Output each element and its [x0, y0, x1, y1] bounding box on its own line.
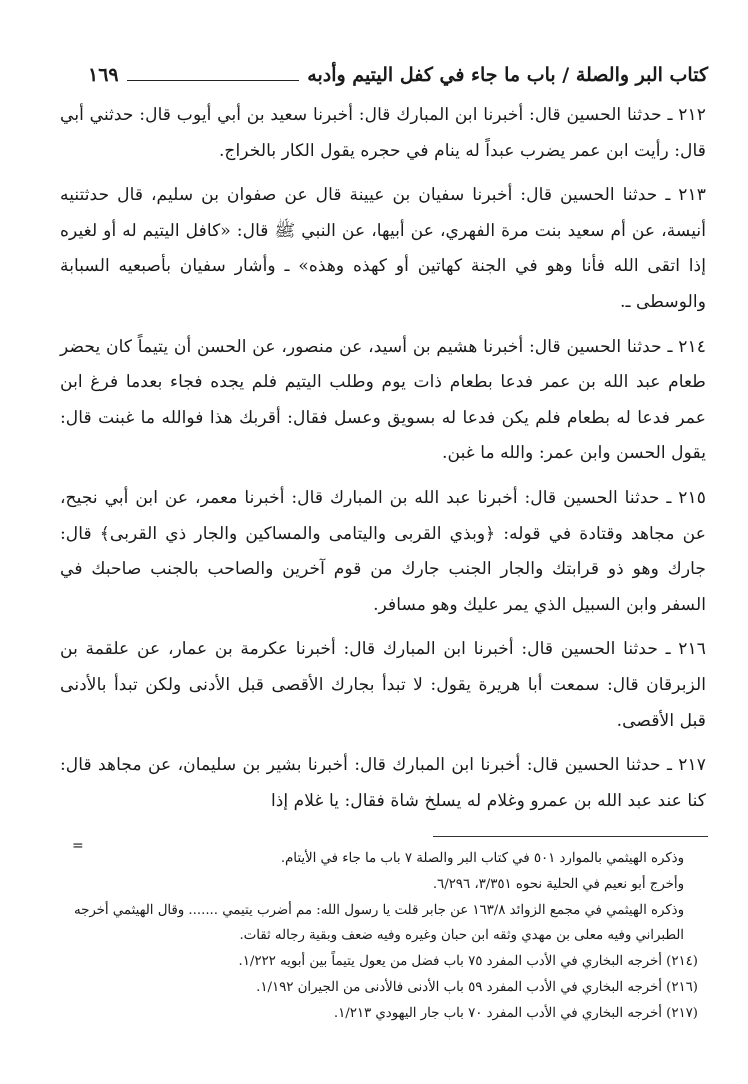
- footnote-line: (٢١٧) أخرجه البخاري في الأدب المفرد ٧٠ باب جار اليهودي ١/٢١٣.: [333, 1005, 698, 1021]
- hadith-paragraph-216: ٢١٦ ـ حدثنا الحسين قال: أخبرنا ابن المبارك قال: أخبرنا عكرمة بن عمار، عن علقمة بن الزبرقان قال: سمعت أبا هريرة يقول: لا تبدأ بجارك الأقصى قبل الأدنى ولكن تبدأ بالأدنى قبل الأقصى.: [60, 639, 706, 731]
- hadith-paragraph-215: ٢١٥ ـ حدثنا الحسين قال: أخبرنا عبد الله بن المبارك قال: أخبرنا معمر، عن ابن أبي نجيح، عن مجاهد وقتادة في قوله: ﴿وبذي القربى واليتامى والمساكين والجار ذي القربى﴾ قال: جارك وهو ذو قرابتك والجار الجنب جارك من قوم آخرين والصاحب بالجنب صاحبك في السفر وابن السبيل الذي يمر عليك وهو مسافر.: [60, 487, 706, 615]
- running-header: [88, 58, 708, 92]
- page-number: ١٦٩: [88, 64, 119, 86]
- footnote-separator: [433, 836, 708, 837]
- main-text: [60, 98, 706, 819]
- hadith-paragraph-214: ٢١٤ ـ حدثنا الحسين قال: أخبرنا هشيم بن أسيد، عن منصور، عن الحسن أن يتيماً كان يحضر طعام عبد الله بن عمر فدعا بطعام ذات يوم وطلب اليتيم فلم يجده فجاء بعدما فرغ ابن عمر فدعا له بطعام فلم يكن فدعا له بسويق وعسل فقال: أقربك هذا فوالله ما غبنت قال: يقول الحسن وابن عمر: والله ما غبن.: [60, 336, 706, 464]
- footnote-line: وأخرج أبو نعيم في الحلية نحوه ٣/٣٥١، ٦/٢٩٦.: [432, 876, 684, 892]
- footnotes: [58, 846, 698, 1027]
- footnote-continuation-mark: =: [72, 838, 84, 854]
- hadith-paragraph-212: ٢١٢ ـ حدثنا الحسين قال: أخبرنا ابن المبارك قال: أخبرنا سعيد بن أبي أيوب قال: حدثني أبي قال: رأيت ابن عمر يضرب عبداً له ينام في حجره يقول الكار بالخراج.: [60, 105, 706, 161]
- footnote-line: وذكره الهيثمي بالموارد ٥٠١ في كتاب البر والصلة ٧ باب ما جاء في الأيتام.: [280, 851, 684, 866]
- running-title: كتاب البر والصلة / باب ما جاء في كفل اليتيم وأدبه: [307, 64, 708, 86]
- header-rule: [127, 80, 300, 81]
- footnote-line: وذكره الهيثمي في مجمع الزوائد ١٦٣/٨ عن جابر قلت يا رسول الله: مم أضرب يتيمي ....... وقال الهيثمي أخرجه الطبراني وفيه معلى بن مهدي وثقه ابن حبان وغيره وفيه ضعف وبقية رجاله ثقات.: [73, 902, 684, 944]
- hadith-paragraph-213: ٢١٣ ـ حدثنا الحسين قال: أخبرنا سفيان بن عيينة قال عن صفوان بن سليم، قال حدثتنيه أنيسة، عن أم سعيد بنت مرة الفهري، عن أبيها، عن النبي ﷺ قال: «كافل اليتيم له أو لغيره إذا اتقى الله فأنا وهو في الجنة كهاتين أو كهذه وهذه» ـ وأشار سفيان بأصبعيه السبابة والوسطى ـ.: [60, 185, 706, 312]
- footnote-line: (٢١٤) أخرجه البخاري في الأدب المفرد ٧٥ باب فضل من يعول يتيماً بين أبويه ١/٢٢٢.: [238, 954, 698, 970]
- hadith-paragraph-217: ٢١٧ ـ حدثنا الحسين قال: أخبرنا ابن المبارك قال: أخبرنا بشير بن سليمان، عن مجاهد قال: كنا عند عبد الله بن عمرو وغلام له يسلخ شاة فقال: يا غلام إذا: [60, 755, 706, 811]
- footnote-line: (٢١٦) أخرجه البخاري في الأدب المفرد ٥٩ باب الأدنى فالأدنى من الجيران ١/١٩٢.: [256, 979, 698, 995]
